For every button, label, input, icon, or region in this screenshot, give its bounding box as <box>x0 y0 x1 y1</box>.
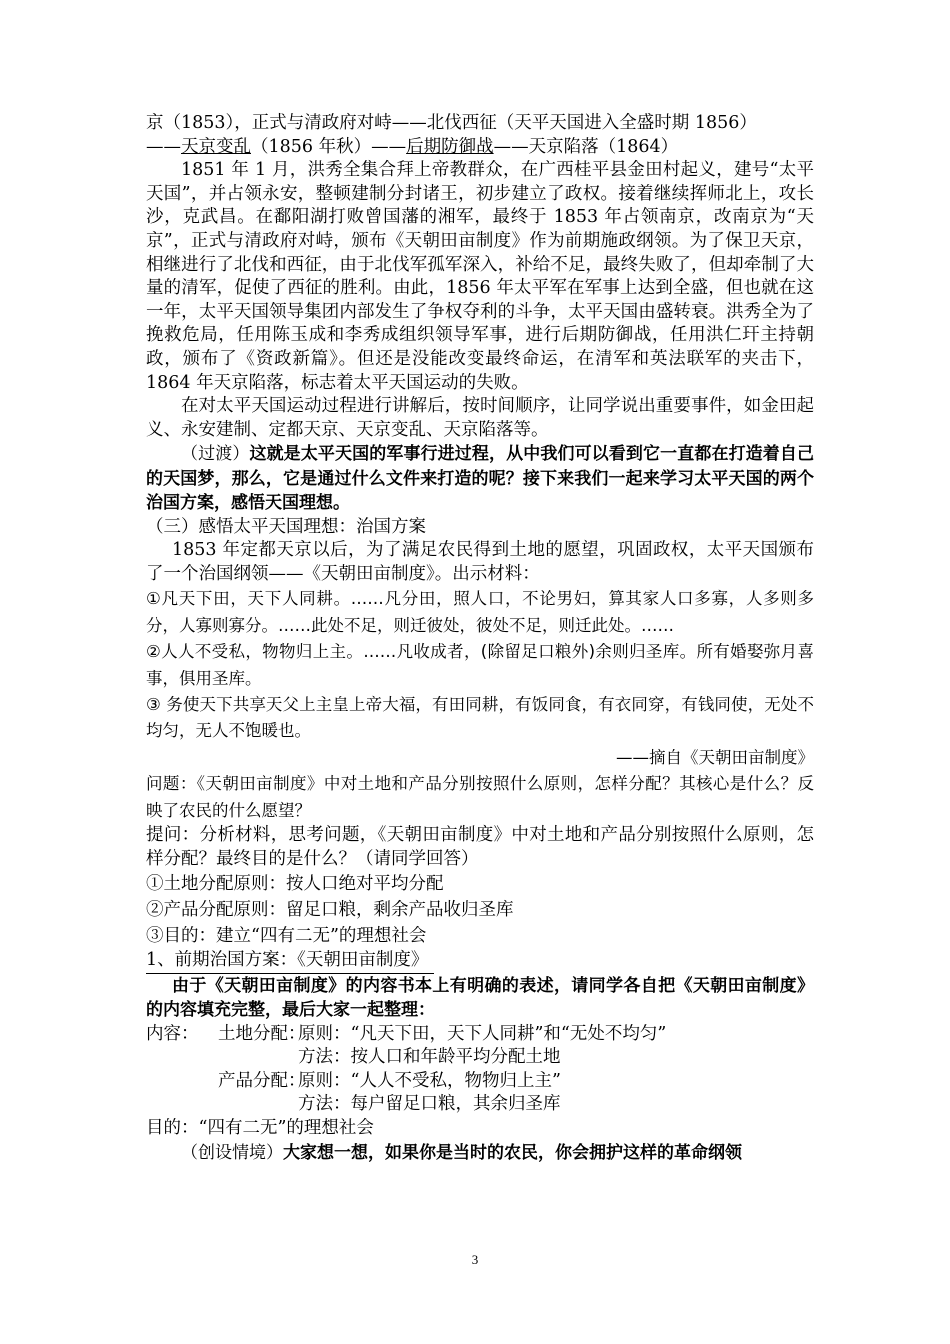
material-source: ——摘自《天朝田亩制度》 <box>616 747 814 767</box>
scenario-paragraph <box>146 1141 814 1165</box>
product-label: 产品分配： <box>218 1070 306 1091</box>
page-number: 3 <box>471 1252 479 1267</box>
section-heading: （三）感悟太平天国理想：治国方案 <box>146 516 426 537</box>
answer-2: ②产品分配原则：留足口粮，剩余产品收归圣库 <box>146 900 514 921</box>
table-row <box>146 1046 814 1070</box>
history-paragraph: 1851 年 1 月，洪秀全集合拜上帝教群众，在广西桂平县金田村起义，建号“太平天国”，并占领永安，整顿建制分封诸王，初步建立了政权。接着继续挥师北上，攻长沙，克武昌。在鄱阳湖打败曾国藩的湘军，最终于 1853 年占领南京，改南京为“天京”，正式与清政府对峙，颁布《天朝田亩制度》作为前期施政纲领。为了保卫天京，相继进行了北伐和西征，由于北伐军孤军深入，补给不足，最终失败了，但却牵制了大量的清军，促使了西征的胜利。由此，1856 年太平军在军事上达到全盛，但也就在这一年，太平天国领导集团内部发生了争权夺利的斗争，太平天国由盛转衰。洪秀全为了挽救危局，任用陈玉成和李秀成组织领导军事，进行后期防御战，任用洪仁玕主持朝政，颁布了《资政新篇》。但还是没能改变最终命运，在清军和英法联军的夹击下，1864 年天京陷落，标志着太平天国运动的失败。 <box>146 160 814 393</box>
timeline-line-1: 京（1853），正式与清政府对峙——北伐西征（天平天国进入全盛时期 1856） <box>146 113 757 133</box>
content-label: 内容： <box>146 1023 199 1044</box>
intro-paragraph: 1853 年定都天京以后，为了满足农民得到土地的愿望，巩固政权，太平天国颁布了一个治国纲领——《天朝田亩制度》。出示材料： <box>146 540 814 584</box>
scenario-text: 大家想一想，如果你是当时的农民，你会拥护这样的革命纲领 <box>283 1142 742 1163</box>
scenario-label: （创设情境） <box>181 1142 283 1163</box>
table-row <box>146 1070 814 1094</box>
timeline-line-2 <box>146 136 814 160</box>
subheading-text: 1、前期治国方案：《天朝田亩制度》 <box>146 949 434 974</box>
answer-3: ③目的：建立“四有二无”的理想社会 <box>146 926 427 947</box>
page-body <box>146 112 814 1165</box>
prompt-paragraph: 提问：分析材料，思考问题，《天朝田亩制度》中对土地和产品分别按照什么原则，怎样分配？最终目的是什么？（请同学回答） <box>146 824 814 869</box>
material-3: ③ 务使天下共享天父上主皇上帝大福，有田同耕，有饭同食，有衣同穿，有钱同使，无处不均匀，无人不饱暖也。 <box>146 694 814 741</box>
event-tianjing-incident: 天京变乱 <box>181 136 251 157</box>
timeline-text: （1856 年秋）—— <box>251 136 407 157</box>
product-principle: 原则：“人人不受私，物物归上主” <box>298 1070 561 1091</box>
transition-text: 这就是太平天国的军事行进过程，从中我们可以看到它一直都在打造着自己的天国梦，那么，它是通过什么文件来打造的呢？接下来我们一起来学习太平天国的两个治国方案，感悟天国理想。 <box>146 444 815 514</box>
material-2: ②人人不受私，物物归上主。……凡收成者，(除留足口粮外)余则归圣库。所有婚娶弥月喜事，俱用圣库。 <box>146 642 814 688</box>
teaching-paragraph: 在对太平天国运动过程进行讲解后，按时间顺序，让同学说出重要事件，如金田起义、永安建制、定都天京、天京变乱、天京陷落等。 <box>146 396 814 440</box>
fill-in-paragraph: 由于《天朝田亩制度》的内容书本上有明确的表述，请同学各自把《天朝田亩制度》的内容填充完整，最后大家一起整理： <box>146 975 814 1021</box>
land-principle: 原则：“凡天下田，天下人同耕”和“无处不均匀” <box>298 1023 667 1044</box>
dash: —— <box>146 136 181 157</box>
land-method: 方法：按人口和年龄平均分配土地 <box>298 1047 561 1068</box>
transition-paragraph <box>146 442 814 515</box>
timeline-text: ——天京陷落（1864） <box>493 136 679 157</box>
transition-label: （过渡） <box>181 444 250 465</box>
event-late-defense: 后期防御战 <box>406 136 494 157</box>
goal-line: 目的：“四有二无”的理想社会 <box>146 1117 374 1138</box>
table-row <box>146 1023 814 1047</box>
answer-1: ①土地分配原则：按人口绝对平均分配 <box>146 874 444 895</box>
product-method: 方法：每户留足口粮，其余归圣库 <box>298 1094 561 1115</box>
land-label: 土地分配： <box>218 1023 306 1044</box>
table-row <box>146 1093 814 1117</box>
material-1: ①凡天下田，天下人同耕。……凡分田，照人口，不论男妇，算其家人口多寡，人多则多分，人寡则寡分。……此处不足，则迁彼处，彼处不足，则迁此处。…… <box>146 589 814 635</box>
subheading <box>146 949 814 974</box>
question-paragraph: 问题：《天朝田亩制度》中对土地和产品分别按照什么原则，怎样分配？其核心是什么？反映了农民的什么愿望？ <box>146 774 814 820</box>
